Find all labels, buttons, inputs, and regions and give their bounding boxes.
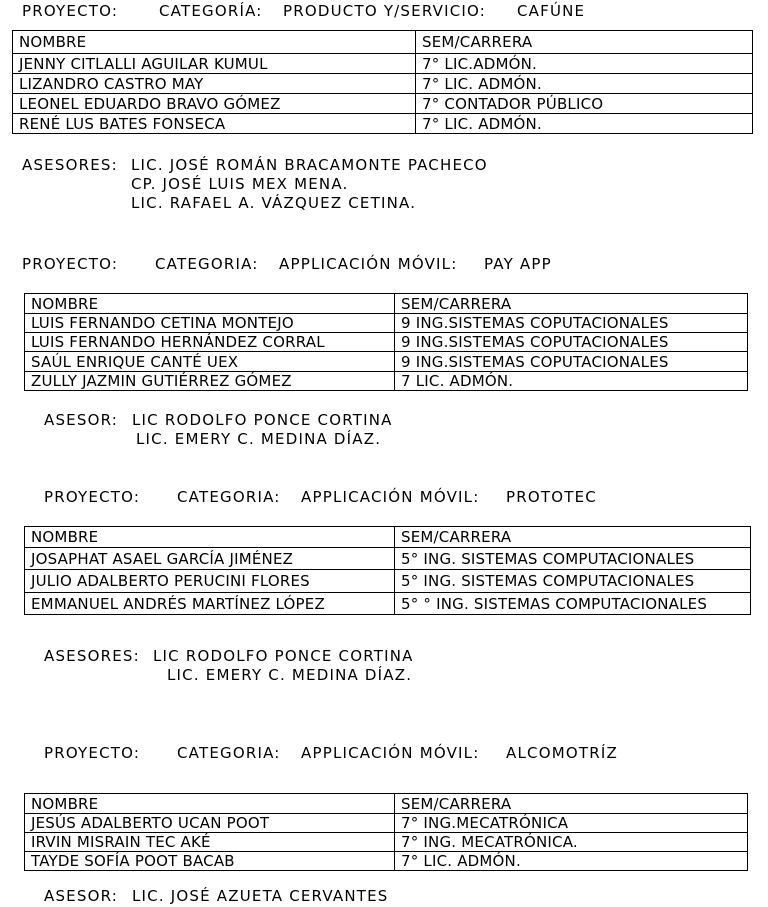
member-name: TAYDE SOFÍA POOT BACAB [25, 852, 395, 871]
member-name: IRVIN MISRAIN TEC AKÉ [25, 833, 395, 852]
member-career: 5° ° ING. SISTEMAS COMPUTACIONALES [395, 593, 751, 615]
project-name: PAY APP [484, 255, 552, 273]
table-row [25, 314, 748, 333]
member-career: 7° CONTADOR PÚBLICO [416, 94, 753, 114]
advisors-label: ASESORES: [22, 156, 118, 174]
project-header [22, 255, 552, 273]
advisors-label: ASESOR: [44, 411, 119, 429]
member-name: SAÚL ENRIQUE CANTÉ UEX [25, 352, 395, 372]
header-nombre: NOMBRE [25, 794, 395, 814]
advisors-block [44, 647, 414, 685]
table-row [25, 814, 748, 833]
category-label: CATEGORIA: [177, 744, 281, 762]
table-row [25, 833, 748, 852]
table-row [25, 333, 748, 352]
member-name: LIZANDRO CASTRO MAY [13, 74, 416, 94]
table-row [13, 94, 753, 114]
advisor-name: LIC RODOLFO PONCE CORTINA [153, 647, 414, 665]
member-name: ZULLY JAZMIN GUTIÉRREZ GÓMEZ [25, 372, 395, 391]
project-label: PROYECTO: [44, 744, 141, 762]
member-career: 5° ING. SISTEMAS COMPUTACIONALES [395, 570, 751, 593]
member-career: 7° LIC.ADMÓN. [416, 54, 753, 74]
project-name: ALCOMOTRÍZ [506, 744, 618, 762]
members-table [24, 293, 748, 391]
member-career: 7° ING.MECATRÓNICA [395, 814, 748, 833]
header-nombre: NOMBRE [13, 31, 416, 54]
member-career: 9 ING.SISTEMAS COPUTACIONALES [395, 352, 748, 372]
project-label: PROYECTO: [22, 2, 119, 20]
member-name: LUIS FERNANDO HERNÁNDEZ CORRAL [25, 333, 395, 352]
member-name: RENÉ LUS BATES FONSECA [13, 114, 416, 134]
header-sem-carrera: SEM/CARRERA [395, 527, 751, 548]
table-row [25, 352, 748, 372]
category-label: CATEGORÍA: [159, 2, 263, 20]
project-name: CAFÚNE [517, 2, 586, 20]
header-sem-carrera: SEM/CARRERA [416, 31, 753, 54]
member-career: 9 ING.SISTEMAS COPUTACIONALES [395, 314, 748, 333]
project-label: PROYECTO: [22, 255, 119, 273]
table-row [25, 593, 751, 615]
header-nombre: NOMBRE [25, 294, 395, 314]
table-row [13, 114, 753, 134]
table-row [25, 852, 748, 871]
advisors-block [44, 887, 389, 906]
table-header-row [25, 294, 748, 314]
member-career: 5° ING. SISTEMAS COMPUTACIONALES [395, 548, 751, 570]
project-label: PROYECTO: [44, 488, 141, 506]
category-type: APPLICACIÓN MÓVIL: [279, 255, 458, 273]
member-name: JESÚS ADALBERTO UCAN POOT [25, 814, 395, 833]
member-career: 7° ING. MECATRÓNICA. [395, 833, 748, 852]
category-type: APPLICACIÓN MÓVIL: [301, 744, 480, 762]
advisor-name: LIC RODOLFO PONCE CORTINA [132, 411, 393, 429]
member-career: 9 ING.SISTEMAS COPUTACIONALES [395, 333, 748, 352]
table-header-row [13, 31, 753, 54]
table-row [25, 372, 748, 391]
advisor-name: LIC. JOSÉ AZUETA CERVANTES [132, 887, 389, 905]
members-table [12, 30, 753, 134]
project-name: PROTOTEC [506, 488, 597, 506]
category-type: APPLICACIÓN MÓVIL: [301, 488, 480, 506]
category-type: PRODUCTO Y/SERVICIO: [283, 2, 487, 20]
table-header-row [25, 527, 751, 548]
table-row [25, 548, 751, 570]
table-row [13, 54, 753, 74]
member-career: 7° LIC. ADMÓN. [416, 74, 753, 94]
member-name: JENNY CITLALLI AGUILAR KUMUL [13, 54, 416, 74]
project-header [44, 488, 597, 506]
header-nombre: NOMBRE [25, 527, 395, 548]
table-row [25, 570, 751, 593]
table-header-row [25, 794, 748, 814]
members-table [24, 793, 748, 871]
members-table [24, 526, 751, 615]
member-name: LEONEL EDUARDO BRAVO GÓMEZ [13, 94, 416, 114]
advisor-name: LIC. JOSÉ ROMÁN BRACAMONTE PACHECO [131, 156, 488, 174]
advisor-name: LIC. RAFAEL A. VÁZQUEZ CETINA. [131, 194, 417, 212]
project-header [22, 2, 585, 20]
advisor-name: LIC. EMERY C. MEDINA DÍAZ. [136, 430, 382, 448]
member-career: 7° LIC. ADMÓN. [416, 114, 753, 134]
member-career: 7 LIC. ADMÓN. [395, 372, 748, 391]
advisor-name: CP. JOSÉ LUIS MEX MENA. [131, 175, 349, 193]
member-name: JULIO ADALBERTO PERUCINI FLORES [25, 570, 395, 593]
table-row [13, 74, 753, 94]
category-label: CATEGORIA: [177, 488, 281, 506]
member-name: LUIS FERNANDO CETINA MONTEJO [25, 314, 395, 333]
advisors-block [44, 411, 393, 449]
advisors-label: ASESORES: [44, 647, 140, 665]
project-header [44, 744, 618, 762]
advisors-label: ASESOR: [44, 887, 119, 905]
member-career: 7° LIC. ADMÓN. [395, 852, 748, 871]
header-sem-carrera: SEM/CARRERA [395, 794, 748, 814]
member-name: JOSAPHAT ASAEL GARCÍA JIMÉNEZ [25, 548, 395, 570]
category-label: CATEGORIA: [155, 255, 259, 273]
member-name: EMMANUEL ANDRÉS MARTÍNEZ LÓPEZ [25, 593, 395, 615]
advisors-block [22, 156, 488, 213]
header-sem-carrera: SEM/CARRERA [395, 294, 748, 314]
advisor-name: LIC. EMERY C. MEDINA DÍAZ. [167, 666, 413, 684]
